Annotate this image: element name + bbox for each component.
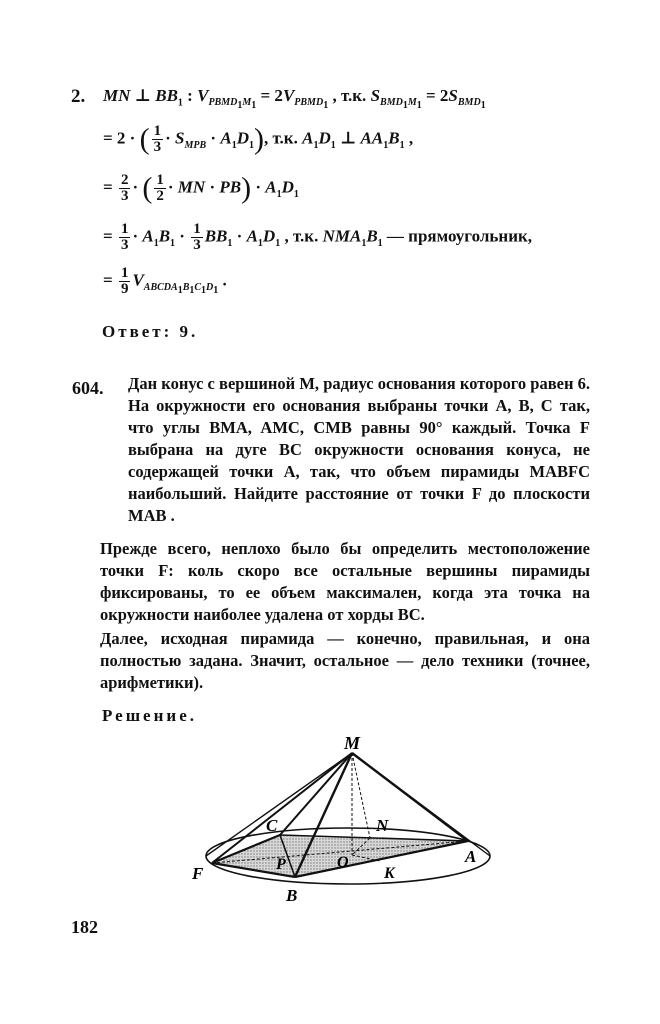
label-C: C bbox=[266, 816, 278, 835]
solution-label: Решение. bbox=[102, 706, 197, 725]
label-O: O bbox=[337, 854, 349, 871]
equation-line-1: MN ⊥ $BB_1$ : $V_{PBMD_1M_1} = 2V_{PBMD_1}$ , т.к. $S_{BMD_1M_1} = 2S_{BMD_1}$ bbox=[103, 86, 486, 112]
label-A: A bbox=[465, 847, 477, 866]
problem-statement: Дан конус с вершиной M, радиус основания которого равен 6. На окружности его основания выбраны точки A, B, C так, что углы BMA, AMC, CMB равны 90° каждый. Точка F выбрана на дуге BC окружности основания конуса, не содержащей точки A, так, что объем пирамиды MABFC наибольший. Найдите расстояние от точки F до плоскости MAB . bbox=[128, 374, 590, 525]
discussion-paragraph-2: Далее, исходная пирамида — конечно, правильная, и она полностью задана. Значит, остальное — дело техники (точнее, арифметики). bbox=[100, 629, 590, 692]
discussion-paragraph-1: Прежде всего, неплохо было бы определить местоположение точки F: коль скоро все остальные вершины пирамиды фиксированы, то ее объем максимален, когда эта точка на окружности наиболее удалена от хорды BC. bbox=[100, 539, 590, 624]
equation-line-4: = $\frac{1}{3}$ · $A_1B_1$ · $\frac{1}{3}$ $BB_1 \cdot A_1D_1$ , т.к. $NMA_1B_1$ — прямоугольник, bbox=[103, 221, 533, 253]
equation-line-5: = $\frac{1}{9}$ $V_{ABCDA_1B_1C_1D_1}$ . bbox=[103, 265, 227, 297]
equation-line-2: = 2 · ( $\frac{1}{3}$ · $S_{MPB} \cdot A_1D_1$), т.к. $A_1D_1$ ⊥ $AA_1B_1$ , bbox=[103, 122, 414, 156]
label-P: P bbox=[276, 856, 286, 873]
answer-line: Ответ: 9. bbox=[102, 322, 199, 341]
label-N: N bbox=[376, 816, 389, 835]
problem-number: 604. bbox=[72, 378, 104, 398]
item-number: 2. bbox=[71, 86, 86, 107]
label-M: M bbox=[344, 733, 361, 753]
label-K: K bbox=[384, 865, 395, 882]
label-F: F bbox=[192, 864, 204, 883]
equation-line-3: = $\frac{2}{3}$ · ( $\frac{1}{2}$ · MN · $PB) \cdot A_1D_1$ bbox=[103, 171, 299, 205]
label-B: B bbox=[286, 886, 298, 905]
page-number: 182 bbox=[71, 917, 98, 937]
cone-figure bbox=[190, 733, 520, 913]
